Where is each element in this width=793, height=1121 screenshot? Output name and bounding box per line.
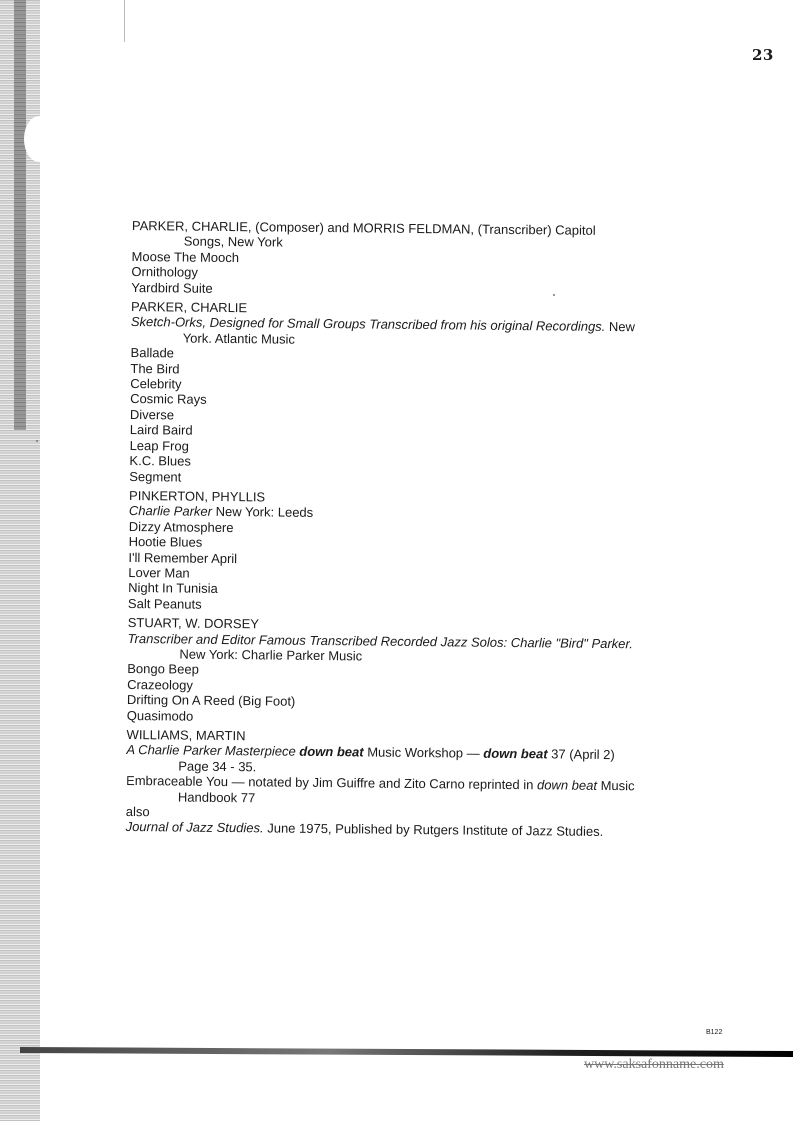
reference-magazine: down beat bbox=[536, 777, 598, 794]
punch-hole bbox=[24, 116, 54, 162]
title-item: I'll Remember April bbox=[128, 549, 238, 566]
watermark: www.saksafonname.com bbox=[584, 1057, 724, 1072]
title-item: Yardbird Suite bbox=[131, 279, 213, 296]
title-item: Moose The Mooch bbox=[131, 248, 240, 265]
stray-mark bbox=[36, 440, 38, 442]
bibliography-entry bbox=[131, 218, 642, 300]
bibliography-entry bbox=[127, 615, 638, 728]
title-list bbox=[128, 519, 639, 617]
bibliography-entry bbox=[126, 727, 637, 840]
title-item: Segment bbox=[129, 468, 182, 485]
title-list bbox=[131, 249, 641, 301]
title-item: Hootie Blues bbox=[128, 534, 203, 550]
also-label: also bbox=[125, 803, 150, 820]
bottom-rule bbox=[20, 1047, 793, 1057]
title-item: K.C. Blues bbox=[129, 453, 191, 469]
entry-heading-continued: Songs, New York bbox=[183, 233, 283, 250]
title-list bbox=[129, 345, 640, 489]
description-italic: Transcriber and Editor Famous Transcribed Recorded Jazz Solos: Charlie "Bird" Parker. bbox=[127, 630, 634, 651]
scanned-binding-shadow bbox=[14, 0, 26, 430]
title-item: Leap Frog bbox=[129, 437, 189, 454]
entry-heading: PARKER, CHARLIE bbox=[130, 299, 248, 316]
reference-text: June 1975, Published by Rutgers Institute of Jazz Studies. bbox=[263, 820, 604, 840]
description-italic: Sketch-Orks, Designed for Small Groups Transcribed from his original Recordings. bbox=[130, 314, 606, 335]
bibliography-entry bbox=[129, 299, 641, 489]
description-publisher: New York. Atlantic Music bbox=[182, 319, 636, 347]
entry-heading: WILLIAMS, MARTIN bbox=[126, 726, 246, 744]
entry-description bbox=[127, 631, 637, 667]
description-publisher: New York: Leeds bbox=[211, 504, 314, 521]
reference-magazine: down beat bbox=[483, 746, 548, 762]
title-item: Celebrity bbox=[130, 376, 182, 392]
reference-magazine: down beat bbox=[295, 744, 364, 760]
title-item: Ballade bbox=[130, 345, 175, 361]
title-item: Crazeology bbox=[127, 676, 193, 693]
page-number: 23 bbox=[752, 46, 774, 64]
reference-text: Music Handbook 77 bbox=[177, 778, 635, 805]
description-italic: Charlie Parker bbox=[128, 503, 213, 520]
description-publisher: New York: Charlie Parker Music bbox=[179, 646, 363, 664]
title-item: Bongo Beep bbox=[127, 661, 199, 678]
entry-heading: PARKER, CHARLIE, (Composer) and MORRIS FELDMAN, (Transcriber) Capitol bbox=[131, 218, 596, 238]
title-item: Laird Baird bbox=[129, 422, 193, 438]
reference-italic: Journal of Jazz Studies. bbox=[125, 819, 264, 836]
entry-heading: PINKERTON, PHYLLIS bbox=[129, 487, 266, 505]
title-item: The Bird bbox=[130, 360, 180, 377]
title-item: Lover Man bbox=[128, 564, 190, 581]
title-item: Dizzy Atmosphere bbox=[128, 518, 234, 535]
reference-text: Music Workshop — bbox=[363, 744, 484, 762]
title-item: Diverse bbox=[129, 406, 175, 423]
title-item: Cosmic Rays bbox=[130, 391, 207, 408]
title-list bbox=[127, 661, 638, 728]
entry-reference bbox=[126, 773, 636, 809]
entry-description bbox=[131, 314, 641, 350]
bibliography-entry bbox=[128, 488, 639, 617]
bibliography-list bbox=[125, 218, 641, 844]
reference-italic: A Charlie Parker Masterpiece bbox=[126, 742, 296, 760]
title-item: Night In Tunisia bbox=[128, 580, 218, 597]
reference-text: 37 (April 2) Page 34 - 35. bbox=[178, 746, 615, 775]
fold-line bbox=[124, 0, 125, 42]
title-item: Drifting On A Reed (Big Foot) bbox=[126, 692, 296, 709]
title-item: Quasimodo bbox=[126, 707, 194, 724]
reference-text: Embraceable You — notated by Jim Guiffre and Zito Carno reprinted in bbox=[126, 773, 538, 793]
entry-heading: STUART, W. DORSEY bbox=[127, 615, 260, 632]
title-item: Ornithology bbox=[131, 264, 198, 280]
title-item: Salt Peanuts bbox=[127, 595, 202, 612]
print-code: B122 bbox=[706, 1029, 723, 1036]
